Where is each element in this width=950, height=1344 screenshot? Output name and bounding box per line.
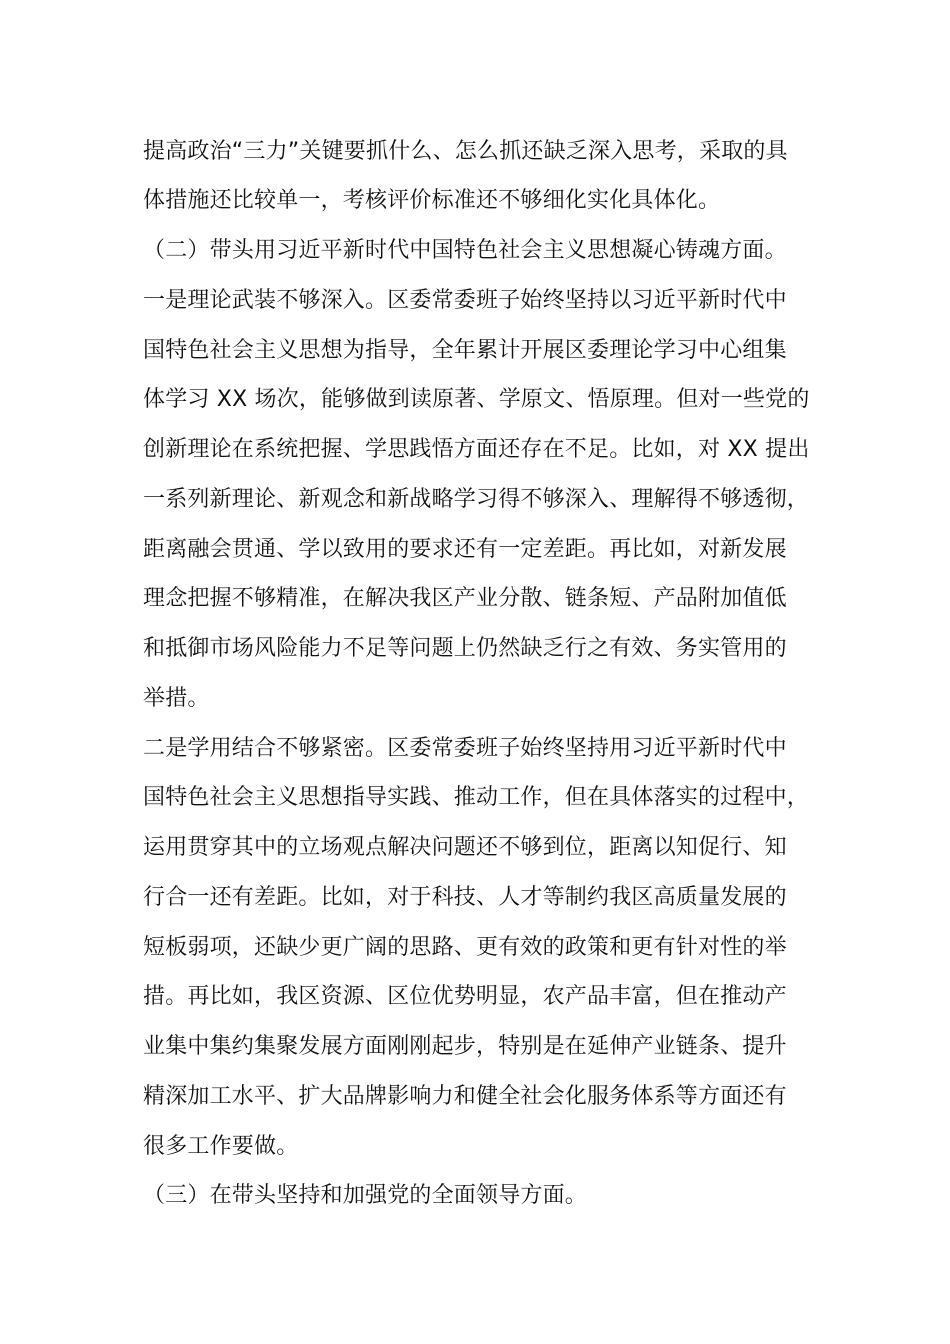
text-line: 举措。	[143, 686, 210, 711]
text-line: 理念把握不够精准，在解决我区产业分散、链条短、产品附加值低	[143, 586, 787, 611]
text-line: 措。再比如，我区资源、区位优势明显，农产品丰富，但在推动产	[143, 984, 787, 1009]
text-line: 国特色社会主义思想指导实践、推动工作，但在具体落实的过程中，	[143, 785, 810, 810]
section-heading: （二）带头用习近平新时代中国特色社会主义思想凝心铸魂方面。	[143, 238, 787, 263]
text-line: 创新理论在系统把握、学思践悟方面还存在不足。比如，对 XX 提出	[143, 437, 810, 462]
text-line: 运用贯穿其中的立场观点解决问题还不够到位，距离以知促行、知	[143, 835, 787, 860]
text-line: 短板弱项，还缺少更广阔的思路、更有效的政策和更有针对性的举	[143, 935, 787, 960]
text-line: 和抵御市场风险能力不足等问题上仍然缺乏行之有效、务实管用的	[143, 636, 787, 661]
text-line: 国特色社会主义思想为指导，全年累计开展区委理论学习中心组集	[143, 338, 787, 363]
text-line: 很多工作要做。	[143, 1134, 299, 1159]
text-line: 精深加工水平、扩大品牌影响力和健全社会化服务体系等方面还有	[143, 1084, 787, 1109]
text-line: 业集中集约集聚发展方面刚刚起步，特别是在延伸产业链条、提升	[143, 1034, 787, 1059]
section-heading: （三）在带头坚持和加强党的全面领导方面。	[143, 1183, 588, 1208]
text-line: 体学习 XX 场次，能够做到读原著、学原文、悟原理。但对一些党的	[143, 387, 810, 412]
text-line: 行合一还有差距。比如，对于科技、人才等制约我区高质量发展的	[143, 885, 787, 910]
text-line: 体措施还比较单一，考核评价标准还不够细化实化具体化。	[143, 188, 721, 213]
text-line: 二是学用结合不够紧密。区委常委班子始终坚持用习近平新时代中	[143, 736, 787, 761]
text-line: 一系列新理论、新观念和新战略学习得不够深入、理解得不够透彻，	[143, 487, 810, 512]
text-line: 提高政治“三力”关键要抓什么、怎么抓还缺乏深入思考，采取的具	[143, 139, 788, 164]
text-line: 一是理论武装不够深入。区委常委班子始终坚持以习近平新时代中	[143, 288, 787, 313]
text-line: 距离融会贯通、学以致用的要求还有一定差距。再比如，对新发展	[143, 537, 787, 562]
